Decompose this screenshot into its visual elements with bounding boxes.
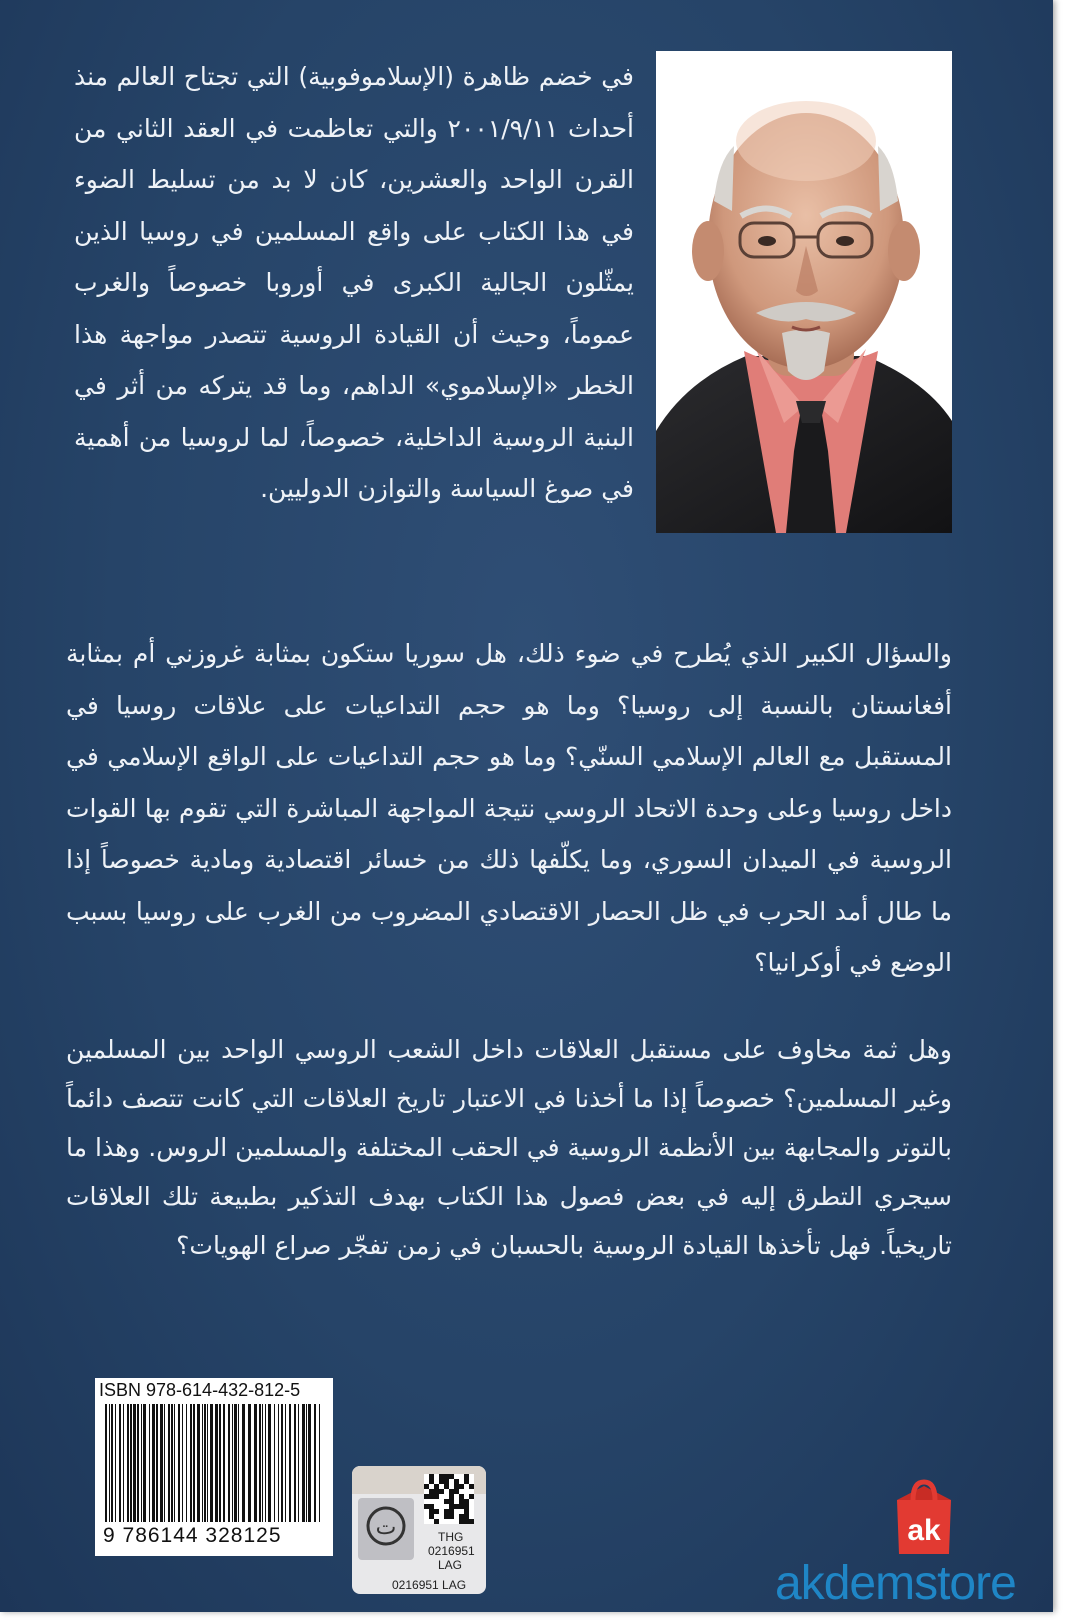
barcode-bar (178, 1404, 180, 1522)
barcode-bar (219, 1404, 221, 1522)
qr-module (444, 1479, 449, 1484)
qr-module (439, 1479, 444, 1484)
barcode-bar (111, 1404, 113, 1522)
barcode-bar (115, 1404, 116, 1522)
barcode-bar (119, 1404, 121, 1522)
qr-module (444, 1514, 449, 1519)
qr-module (429, 1509, 434, 1514)
author-photo (656, 51, 952, 533)
barcode-bar (164, 1404, 165, 1522)
qr-module (464, 1519, 469, 1524)
qr-module (459, 1494, 464, 1499)
qr-module (424, 1504, 429, 1509)
barcode-bar (306, 1404, 307, 1522)
qr-module (469, 1494, 474, 1499)
barcode-bar (210, 1404, 213, 1522)
barcode-bar (156, 1404, 158, 1522)
barcode-bar (202, 1404, 203, 1522)
barcode-bar (223, 1404, 225, 1522)
barcode-bar (285, 1404, 286, 1522)
qr-module (464, 1509, 469, 1514)
barcode-bar (268, 1404, 271, 1522)
qr-module (454, 1504, 459, 1509)
qr-module (429, 1504, 434, 1509)
barcode-bar (319, 1404, 320, 1522)
qr-module (439, 1489, 444, 1494)
barcode-bar (294, 1404, 296, 1522)
qr-module (459, 1484, 464, 1489)
barcode-bar (215, 1404, 218, 1522)
qr-module (429, 1479, 434, 1484)
barcode-bar (186, 1404, 187, 1522)
qr-module (429, 1489, 434, 1494)
blurb-paragraph-1: في خضم ظاهرة (الإسلاموفوبية) التي تجتاح العالم منذ أحداث ٢٠٠١/٩/١١ والتي تعاظمت في العقد الثاني من القرن الواحد والعشرين، كان لا بد من تسليط الضوء في هذا الكتاب على واقع المسلمين في روسيا الذين يمثّلون الجالية الكبرى في أوروبا خصوصاً والغرب عموماً، وحيث أن القيادة الروسية تتصدر مواجهة هذا الخطر «الإسلاموي» الداهم، وما قد يتركه من أثر في البنية الروسية الداخلية، خصوصاً، لما لروسيا من أهمية في صوغ السياسة والتوازن الدوليين. (74, 62, 635, 503)
barcode-bar (174, 1404, 175, 1522)
barcode-bar (105, 1404, 107, 1522)
qr-module (444, 1499, 449, 1504)
qr-module (434, 1509, 439, 1514)
qr-module (469, 1484, 474, 1489)
qr-module (469, 1519, 474, 1524)
qr-module (464, 1499, 469, 1504)
barcode-bar (289, 1404, 291, 1522)
barcode-bar (109, 1404, 110, 1522)
logo-letters: ak (907, 1514, 941, 1547)
barcode-bar (182, 1404, 183, 1522)
qr-module (449, 1499, 454, 1504)
qr-module (449, 1514, 454, 1519)
qr-module (449, 1509, 454, 1514)
store-logo (893, 1478, 955, 1556)
barcode-bar (133, 1404, 136, 1522)
qr-module (429, 1494, 434, 1499)
qr-module (449, 1494, 454, 1499)
barcode-bar (262, 1404, 263, 1522)
svg-text:ت: ت (375, 1515, 397, 1540)
qr-module (429, 1514, 434, 1519)
isbn-barcode (95, 1378, 333, 1556)
qr-module (449, 1474, 454, 1479)
sticker-code-line-4: 0216951 LAG (392, 1578, 467, 1592)
qr-module (444, 1484, 449, 1489)
author-portrait-illustration (656, 51, 952, 533)
barcode-bar (171, 1404, 173, 1522)
qr-module (464, 1514, 469, 1519)
barcode-bar (265, 1404, 266, 1522)
qr-module (449, 1489, 454, 1494)
barcode-bar (207, 1404, 208, 1522)
qr-module (444, 1509, 449, 1514)
barcode-bar (228, 1404, 230, 1522)
sticker-code-line-1: THG (438, 1530, 464, 1544)
qr-module (459, 1514, 464, 1519)
qr-module (454, 1489, 459, 1494)
qr-module (444, 1474, 449, 1479)
barcode-bar (168, 1404, 170, 1522)
isbn-digits: 9 786144 328125 (103, 1524, 282, 1547)
qr-module (434, 1484, 439, 1489)
sticker-code-line-3: LAG (438, 1558, 463, 1572)
blurb-paragraph-3: وهل ثمة مخاوف على مستقبل العلاقات داخل الشعب الروسي الواحد بين المسلمين وغير المسلمين؟ خصوصاً إذا ما أخذنا في الاعتبار تاريخ العلاقات التي كانت تتصف دائماً بالتوتر والمجابهة بين الأنظمة الروسية في الحقب المختلفة والمسلمين الروس. وهذا ما سيجري التطرق إليه في بعض فصول هذا الكتاب بهدف التذكير بطبيعة تلك العلاقات تاريخياً. فهل تأخذها القيادة الروسية بالحسبان في زمن تفجّر صراع الهويات؟ (66, 1035, 952, 1260)
barcode-bar (238, 1404, 239, 1522)
barcode-bar (190, 1404, 192, 1522)
isbn-label: ISBN 978-614-432-812-5 (99, 1380, 301, 1400)
gift-bag-icon (893, 1478, 955, 1556)
qr-module (429, 1474, 434, 1479)
hologram-seal-icon (358, 1498, 414, 1560)
barcode-bar (302, 1404, 305, 1522)
barcode-bar (143, 1404, 146, 1522)
barcode-bar (298, 1404, 299, 1522)
barcode-bar (259, 1404, 261, 1522)
barcode-bar (232, 1404, 233, 1522)
barcode-bar (127, 1404, 129, 1522)
barcode-bar (204, 1404, 206, 1522)
barcode-bar (149, 1404, 150, 1522)
barcode-bar (141, 1404, 142, 1522)
qr-module (449, 1504, 454, 1509)
barcode-bar (308, 1404, 311, 1522)
barcode-bar (193, 1404, 195, 1522)
qr-module (454, 1479, 459, 1484)
barcode-bar (254, 1404, 257, 1522)
qr-module (434, 1519, 439, 1524)
qr-module (464, 1479, 469, 1484)
sticker-code-line-2: 0216951 (428, 1544, 475, 1558)
qr-module (464, 1474, 469, 1479)
qr-module (459, 1519, 464, 1524)
qr-module (439, 1474, 444, 1479)
qr-module (424, 1494, 429, 1499)
blurb-paragraph-2: والسؤال الكبير الذي يُطرح في ضوء ذلك، هل سوريا ستكون بمثابة غروزني أم بمثابة أفغانستان بالنسبة إلى روسيا؟ وما هو حجم التداعيات على علاقات روسيا في المستقبل مع العالم الإسلامي السنّي؟ وما هو حجم التداعيات على الواقع الإسلامي في داخل روسيا وعلى وحدة الاتحاد الروسي نتيجة المواجهة المباشرة التي تقوم بها القوات الروسية في الميدان السوري، وما يكلّفها ذلك من خسائر اقتصادية ومادية خصوصاً إذا ما طال أمد الحرب في ظل الحصار الاقتصادي المضروب من الغرب على روسيا بسبب الوضع في أوكرانيا؟ (66, 639, 952, 977)
barcode-bar (314, 1404, 316, 1522)
qr-module (454, 1484, 459, 1489)
barcode-bars (99, 1404, 329, 1522)
qr-module (434, 1489, 439, 1494)
barcode-bar (152, 1404, 155, 1522)
qr-module (434, 1494, 439, 1499)
barcode-bar (197, 1404, 200, 1522)
barcode-bar (278, 1404, 279, 1522)
qr-module (459, 1499, 464, 1504)
barcode-bar (130, 1404, 132, 1522)
barcode-bar (137, 1404, 139, 1522)
qr-code-icon (424, 1474, 474, 1524)
barcode-bar (123, 1404, 124, 1522)
barcode-bar (248, 1404, 251, 1522)
barcode-bar (160, 1404, 163, 1522)
barcode-bar (234, 1404, 237, 1522)
qr-module (459, 1504, 464, 1509)
barcode-bar (242, 1404, 245, 1522)
qr-module (464, 1504, 469, 1509)
distributor-sticker (352, 1466, 486, 1594)
qr-module (424, 1484, 429, 1489)
barcode-bar (281, 1404, 283, 1522)
barcode-bar (274, 1404, 275, 1522)
store-name: akdemstore (775, 1557, 1016, 1610)
